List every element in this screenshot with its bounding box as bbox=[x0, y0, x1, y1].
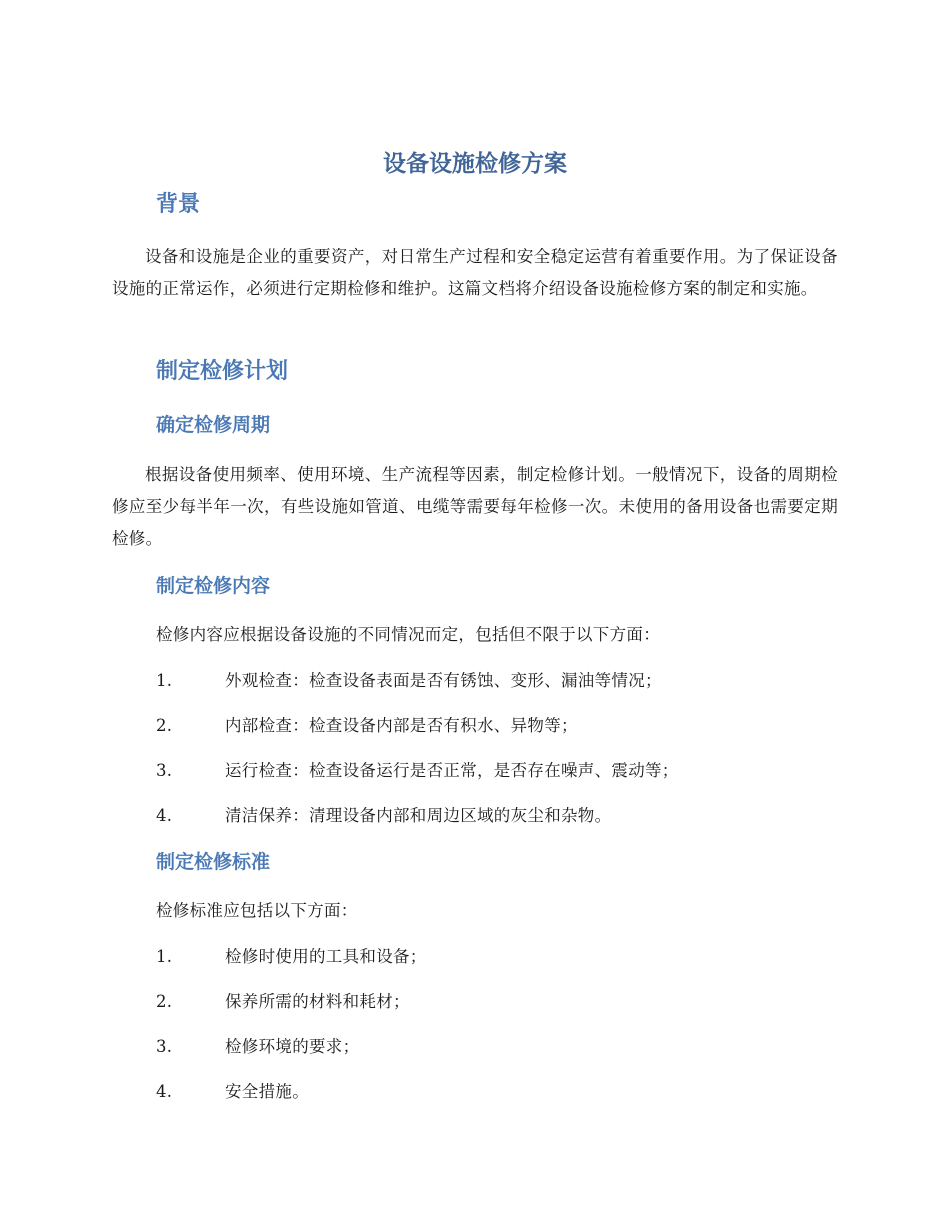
list-item-number: 3. bbox=[156, 761, 173, 780]
list-item-number: 2. bbox=[156, 716, 173, 735]
heading-background: 背景 bbox=[156, 192, 201, 217]
list-item-text: 内部检查：检查设备内部是否有积水、异物等； bbox=[225, 716, 578, 735]
list-item-number: 4. bbox=[156, 1082, 173, 1101]
paragraph-background: 设备和设施是企业的重要资产，对日常生产过程和安全稳定运营有着重要作用。为了保证设备设施的正常运作，必须进行定期检修和维护。这篇文档将介绍设备设施检修方案的制定和实施。 bbox=[112, 247, 838, 298]
list-item-text: 保养所需的材料和耗材； bbox=[225, 992, 410, 1011]
heading-standard: 制定检修标准 bbox=[156, 851, 271, 873]
list-item-text: 检修环境的要求； bbox=[225, 1037, 360, 1056]
heading-plan: 制定检修计划 bbox=[156, 359, 289, 384]
standard-intro: 检修标准应包括以下方面： bbox=[156, 901, 358, 920]
paragraph-cycle: 根据设备使用频率、使用环境、生产流程等因素，制定检修计划。一般情况下，设备的周期检修应至少每半年一次，有些设施如管道、电缆等需要每年检修一次。未使用的备用设备也需要定期检修。 bbox=[112, 465, 838, 548]
heading-cycle: 确定检修周期 bbox=[156, 414, 271, 436]
heading-content: 制定检修内容 bbox=[156, 575, 271, 597]
list-item-text: 检修时使用的工具和设备； bbox=[225, 947, 427, 966]
list-item-number: 2. bbox=[156, 992, 173, 1011]
list-item-text: 清洁保养：清理设备内部和周边区域的灰尘和杂物。 bbox=[225, 806, 612, 825]
list-item-number: 4. bbox=[156, 806, 173, 825]
list-item-number: 1. bbox=[156, 947, 173, 966]
list-item-number: 1. bbox=[156, 671, 173, 690]
list-item-number: 3. bbox=[156, 1037, 173, 1056]
list-item-text: 运行检查：检查设备运行是否正常，是否存在噪声、震动等； bbox=[225, 761, 679, 780]
content-intro: 检修内容应根据设备设施的不同情况而定，包括但不限于以下方面： bbox=[156, 625, 660, 644]
list-item-text: 外观检查：检查设备表面是否有锈蚀、变形、漏油等情况； bbox=[225, 671, 662, 690]
list-item-text: 安全措施。 bbox=[225, 1082, 309, 1101]
document-title: 设备设施检修方案 bbox=[383, 151, 567, 177]
